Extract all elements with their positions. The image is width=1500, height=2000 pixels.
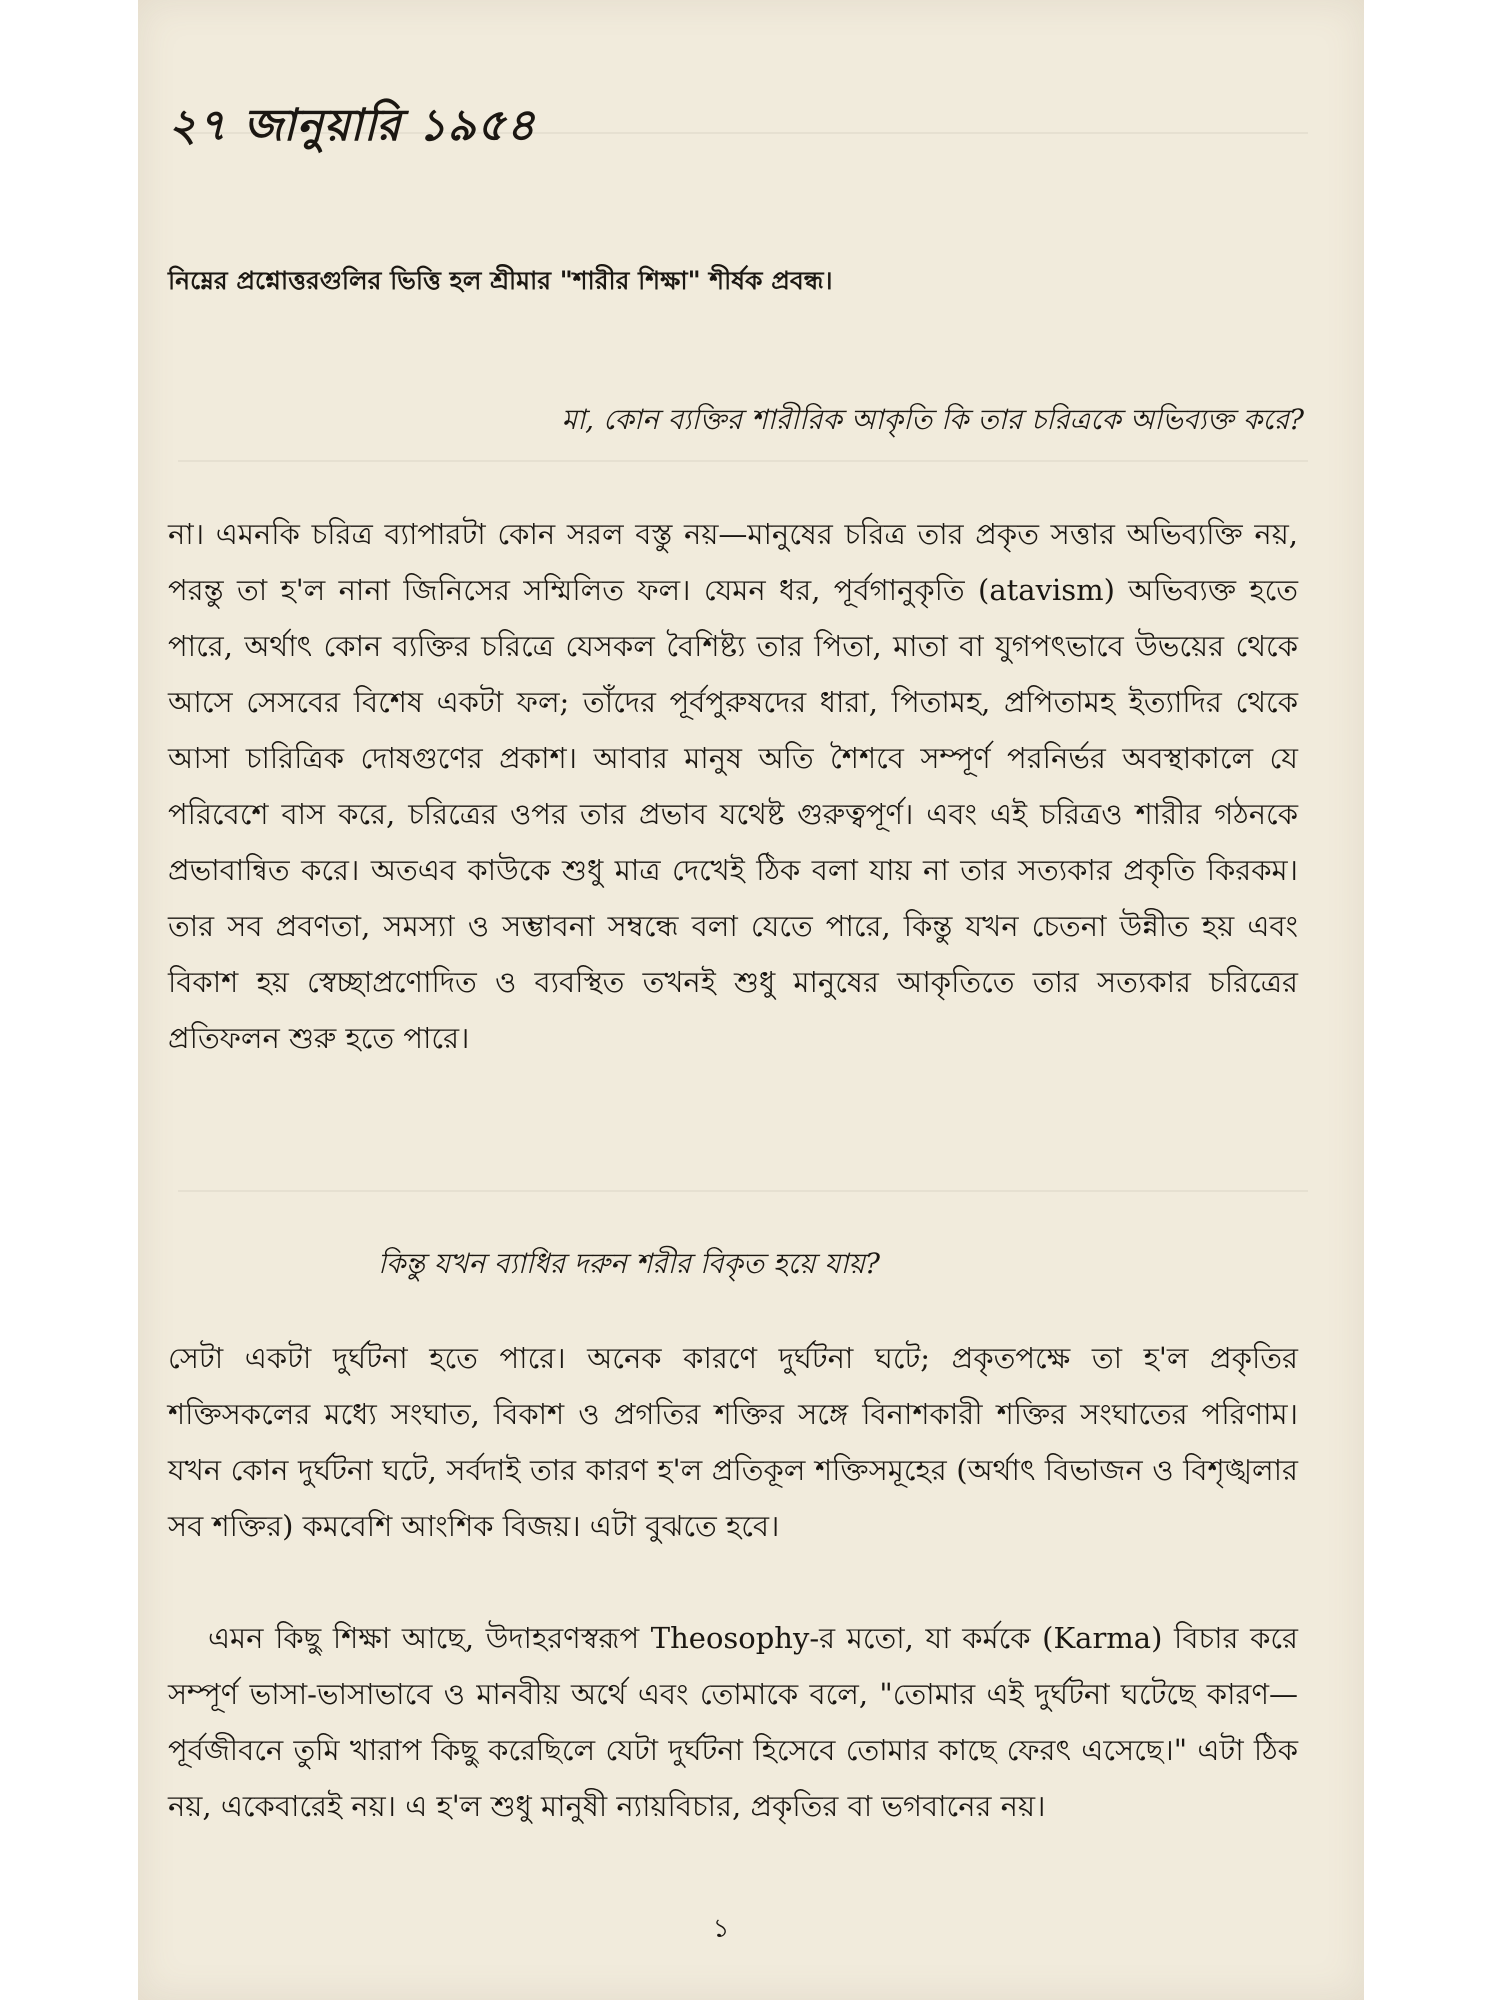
answer-paragraph-1: না। এমনকি চরিত্র ব্যাপারটা কোন সরল বস্তু নয়—মানুষের চরিত্র তার প্রকৃত সত্তার অভিব্যক্তি নয়, পরন্তু তা হ'ল নানা জিনিসের সম্মিলিত ফল। যেমন ধর, পূর্বগানুকৃতি (atavism) অভিব্যক্ত হতে পারে, অর্থাৎ কোন ব্যক্তির চরিত্রে যেসকল বৈশিষ্ট্য তার পিতা, মাতা বা যুগপৎভাবে উভয়ের থেকে আসে সেসবের বিশেষ একটা ফল; তাঁদের পূর্বপুরুষদের ধারা, পিতামহ, প্রপিতামহ ইত্যাদির থেকে আসা চারিত্রিক দোষগুণের প্রকাশ। আবার মানুষ অতি শৈশবে সম্পূর্ণ পরনির্ভর অবস্থাকালে যে পরিবেশে বাস করে, চরিত্রের ওপর তার প্রভাব যথেষ্ট গুরুত্বপূর্ণ। এবং এই চরিত্রও শারীর গঠনকে প্রভাবান্বিত করে। অতএব কাউকে শুধু মাত্র দেখেই ঠিক বলা যায় না তার সত্যকার প্রকৃতি কিরকম। তার সব প্রবণতা, সমস্যা ও সম্ভাবনা সম্বন্ধে বলা যেতে পারে, কিন্তু যখন চেতনা উন্নীত হয় এবং বিকাশ হয় স্বেচ্ছাপ্রণোদিত ও ব্যবস্থিত তখনই শুধু মানুষের আকৃতিতে তার সত্যকার চরিত্রের প্রতিফলন শুরু হতে পারে। [168, 517, 1298, 1055]
question-1: মা, কোন ব্যক্তির শারীরিক আকৃতি কি তার চরিত্রকে অভিব্যক্ত করে? [561, 403, 1304, 436]
chapter-date-heading: ২৭ জানুয়ারি ১৯৫৪ [168, 100, 536, 151]
show-through-line [178, 1190, 1308, 1192]
book-page [138, 0, 1364, 2000]
answer-paragraph-3: এমন কিছু শিক্ষা আছে, উদাহরণস্বরূপ Theosophy-র মতো, যা কর্মকে (Karma) বিচার করে সম্পূর্ণ ভাসা-ভাসাভাবে ও মানবীয় অর্থে এবং তোমাকে বলে, "তোমার এই দুর্ঘটনা ঘটেছে কারণ—পূর্বজীবনে তুমি খারাপ কিছু করেছিলে যেটা দুর্ঘটনা হিসেবে তোমার কাছে ফেরৎ এসেছে।" এটা ঠিক নয়, একেবারেই নয়। এ হ'ল শুধু মানুষী ন্যায়বিচার, প্রকৃতির বা ভগবানের নয়। [168, 1621, 1298, 1823]
intro-note: নিম্নের প্রশ্নোত্তরগুলির ভিত্তি হল শ্রীমার "শারীর শিক্ষা" শীর্ষক প্রবন্ধ। [168, 266, 833, 295]
question-2: কিন্তু যখন ব্যাধির দরুন শরীর বিকৃত হয়ে যায়? [378, 1247, 881, 1280]
answer-paragraph-2: সেটা একটা দুর্ঘটনা হতে পারে। অনেক কারণে দুর্ঘটনা ঘটে; প্রকৃতপক্ষে তা হ'ল প্রকৃতির শক্তিসকলের মধ্যে সংঘাত, বিকাশ ও প্রগতির শক্তির সঙ্গে বিনাশকারী শক্তির সংঘাতের পরিণাম। যখন কোন দুর্ঘটনা ঘটে, সর্বদাই তার কারণ হ'ল প্রতিকূল শক্তিসমূহের (অর্থাৎ বিভাজন ও বিশৃঙ্খলার সব শক্তির) কমবেশি আংশিক বিজয়। এটা বুঝতে হবে। [168, 1341, 1298, 1543]
show-through-line [178, 460, 1308, 462]
page-number: ১ [712, 1914, 730, 1944]
